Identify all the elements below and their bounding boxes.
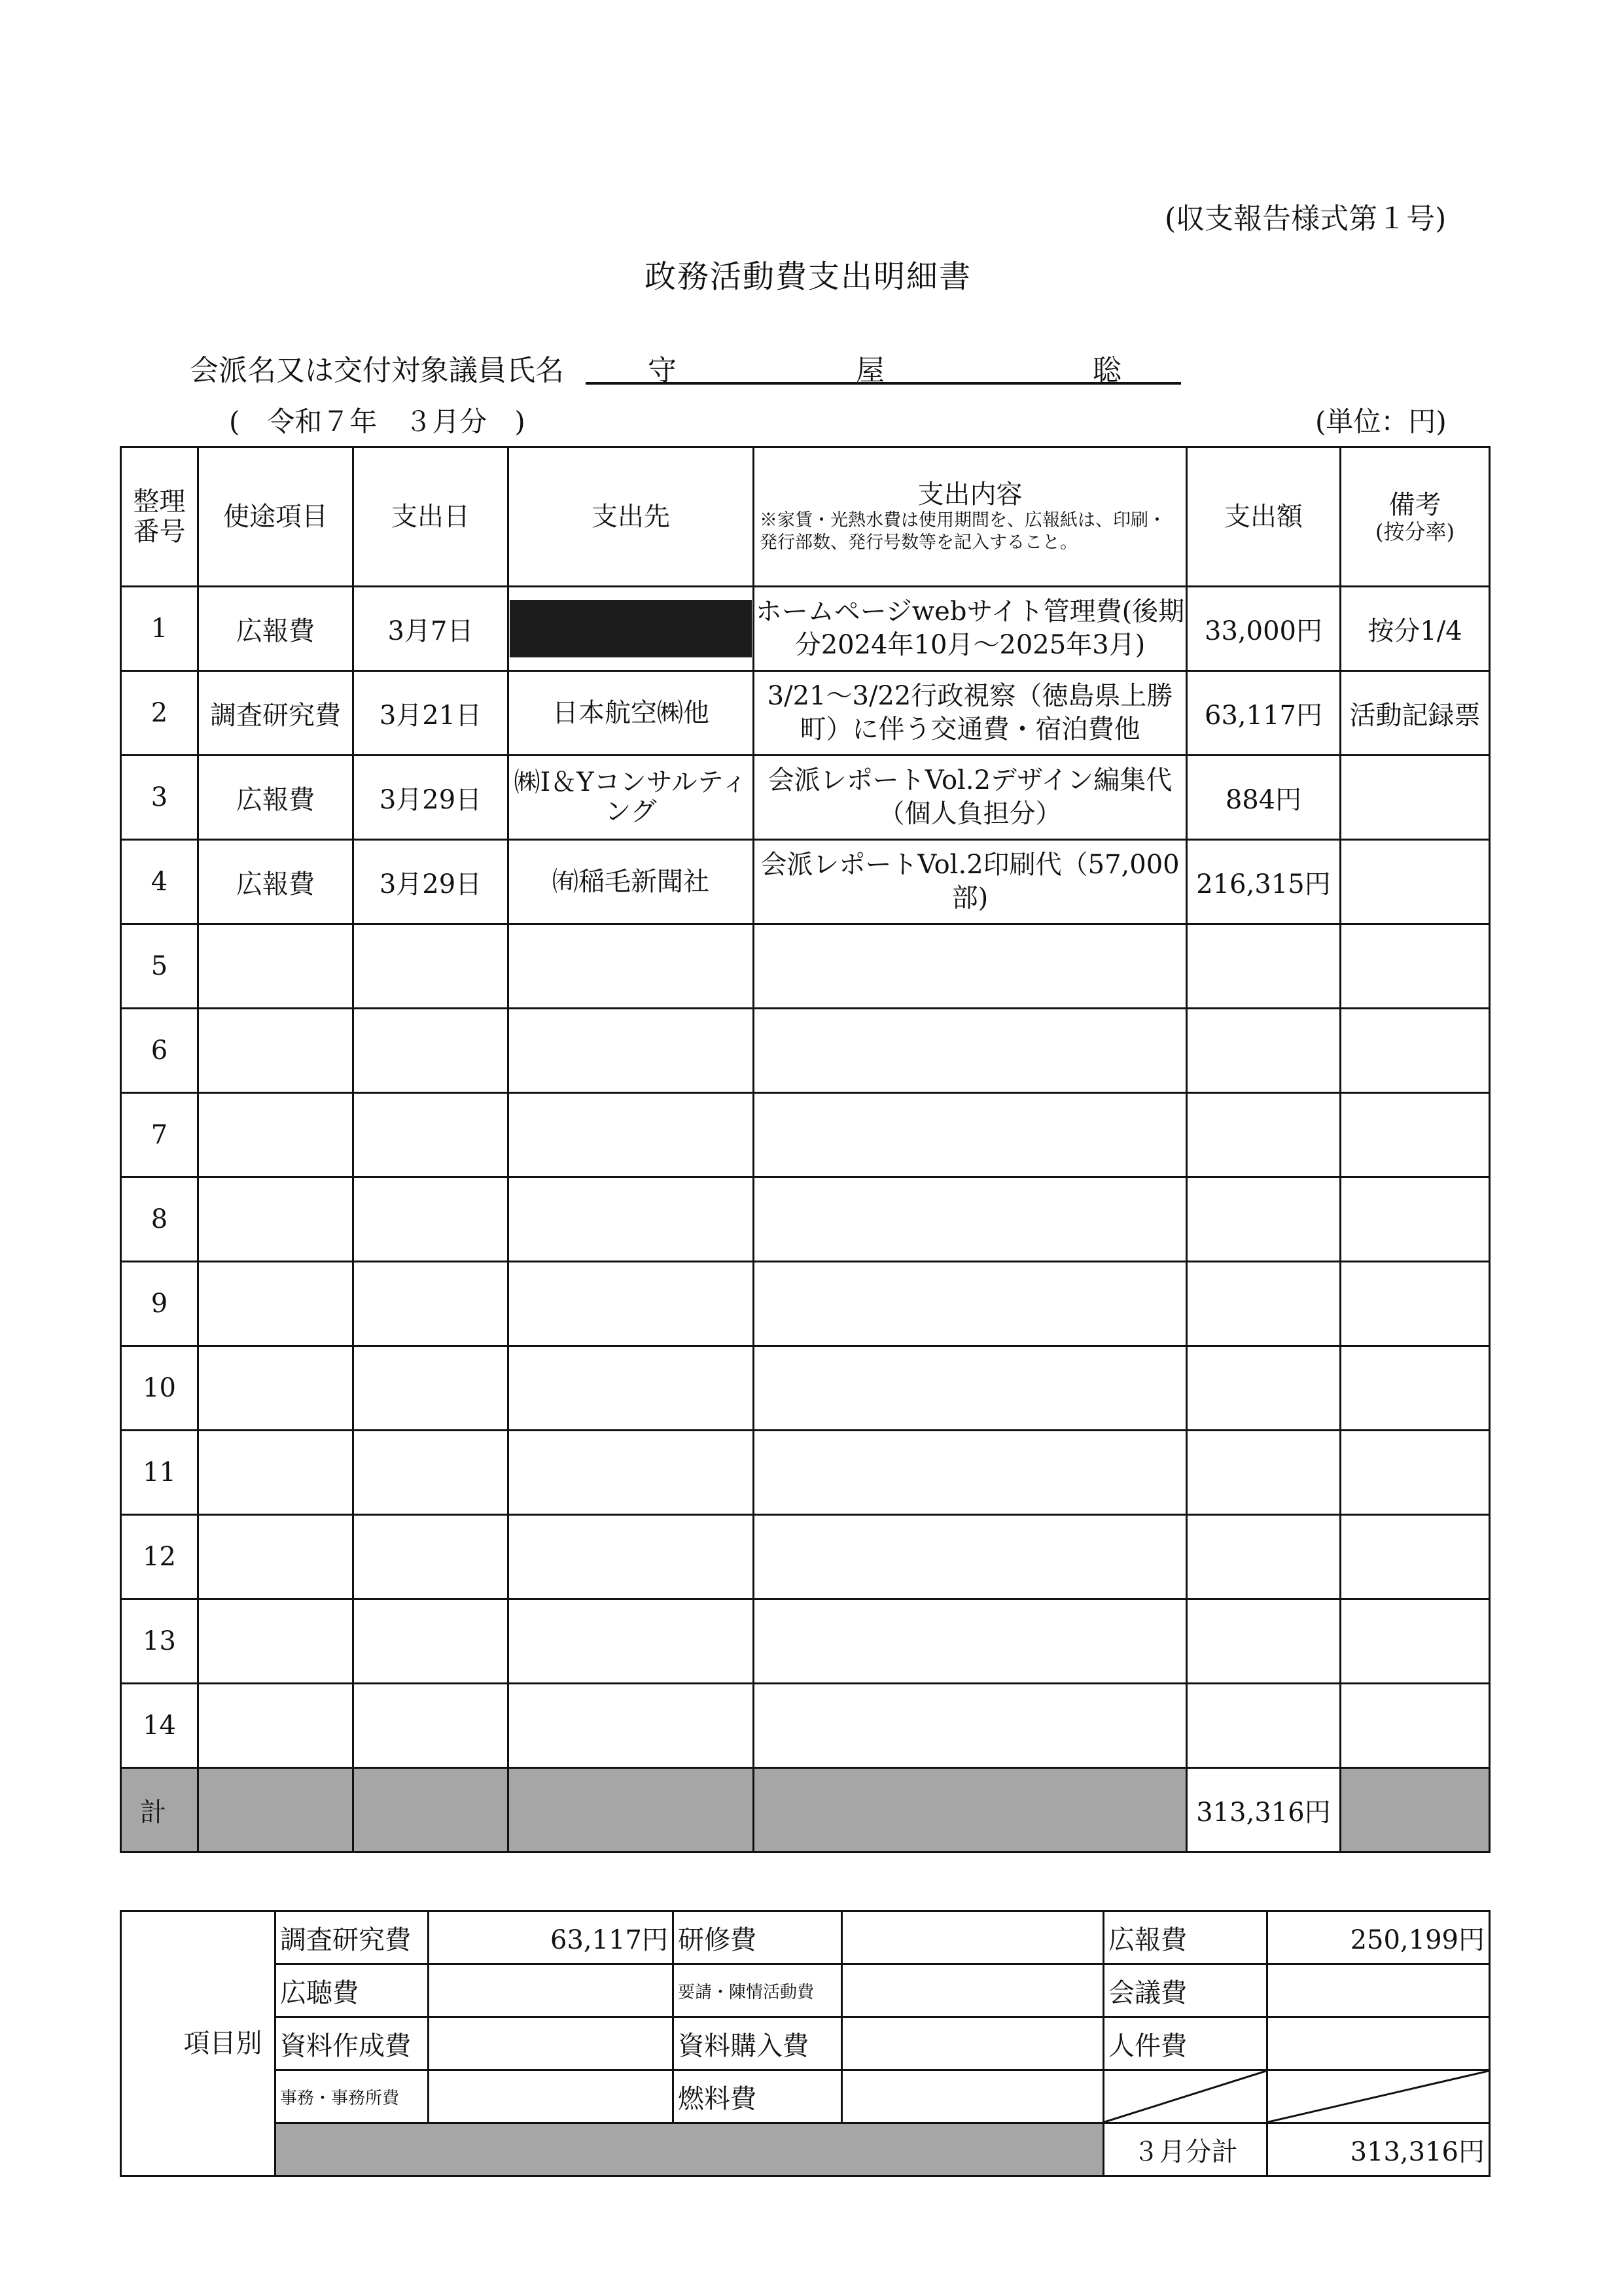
empty-cell: [198, 924, 353, 1009]
materials-making-label: 資料作成費: [275, 2017, 429, 2070]
row-content: 会派レポートVol.2デザイン編集代（個人負担分）: [754, 756, 1187, 840]
row-no: 7: [121, 1093, 198, 1177]
empty-cell: [754, 1431, 1187, 1515]
pr-value: 250,199円: [1267, 1911, 1490, 1964]
empty-cell: [198, 1515, 353, 1599]
row-category: 広報費: [198, 587, 353, 671]
empty-cell: [198, 1177, 353, 1262]
empty-cell: [1187, 924, 1341, 1009]
row-no: 6: [121, 1009, 198, 1093]
row-no: 2: [121, 671, 198, 756]
row-category: 広報費: [198, 756, 353, 840]
empty-cell: [198, 1093, 353, 1177]
row-no: 1: [121, 587, 198, 671]
table-row: [121, 840, 1490, 924]
empty-cell: [1341, 1515, 1490, 1599]
row-date: 3月29日: [353, 756, 508, 840]
empty-cell: [1341, 1177, 1490, 1262]
diagonal-line: [1104, 2071, 1266, 2122]
header-amount: 支出額: [1187, 447, 1341, 587]
empty-cell: [198, 1346, 353, 1431]
empty-cell: [508, 924, 754, 1009]
row-category: 広報費: [198, 840, 353, 924]
name-char-1: 守: [648, 354, 677, 387]
empty-cell: [198, 1599, 353, 1684]
total-gray-cell: [508, 1768, 754, 1852]
diagonal-empty-cell: [1104, 2070, 1267, 2123]
empty-cell: [1187, 1599, 1341, 1684]
header-note-sub: (按分率): [1375, 519, 1455, 544]
header-content-note: ※家賃・光熱水費は使用期間を、広報紙は、印刷・発行部数、発行号数等を記入すること。: [760, 510, 1166, 553]
empty-cell: [198, 1431, 353, 1515]
empty-cell: [353, 1177, 508, 1262]
empty-cell: [1187, 1177, 1341, 1262]
empty-cell: [353, 1346, 508, 1431]
name-label: 会派名又は交付対象議員氏名: [190, 354, 564, 387]
row-no: 5: [121, 924, 198, 1009]
empty-cell: [754, 1515, 1187, 1599]
empty-cell: [353, 1684, 508, 1768]
empty-cell: [508, 1346, 754, 1431]
empty-cell: [1341, 924, 1490, 1009]
total-gray-cell: [754, 1768, 1187, 1852]
personnel-value: [1267, 2017, 1490, 2070]
currency-unit: (単位：円): [1315, 406, 1447, 438]
materials-making-value: [429, 2017, 673, 2070]
empty-cell: [1187, 1684, 1341, 1768]
redaction-block: [510, 600, 752, 657]
meeting-value: [1267, 1964, 1490, 2017]
row-content: 会派レポートVol.2印刷代（57,000部): [754, 840, 1187, 924]
row-no: 12: [121, 1515, 198, 1599]
name-char-2: 屋: [856, 354, 885, 387]
row-amount: 216,315円: [1187, 840, 1341, 924]
meeting-label: 会議費: [1104, 1964, 1267, 2017]
research-label: 調査研究費: [275, 1911, 429, 1964]
empty-cell: [353, 1431, 508, 1515]
row-date: 3月7日: [353, 587, 508, 671]
diagonal-line: [1268, 2071, 1489, 2122]
header-date: 支出日: [353, 447, 508, 587]
row-no: 3: [121, 756, 198, 840]
row-amount: 33,000円: [1187, 587, 1341, 671]
category-summary-table: [120, 1910, 1491, 2177]
row-note: 按分1/4: [1341, 587, 1490, 671]
empty-cell: [1341, 1093, 1490, 1177]
name-underline: [586, 382, 1181, 385]
row-note: 活動記録票: [1341, 671, 1490, 756]
empty-cell: [1187, 1009, 1341, 1093]
empty-cell: [198, 1262, 353, 1346]
training-label: 研修費: [673, 1911, 842, 1964]
total-gray-cell: [353, 1768, 508, 1852]
row-content: 3/21～3/22行政視察（徳島県上勝町）に伴う交通費・宿泊費他: [754, 671, 1187, 756]
empty-cell: [1341, 1599, 1490, 1684]
total-amount: 313,316円: [1187, 1768, 1341, 1852]
empty-cell: [353, 924, 508, 1009]
empty-cell: [508, 1599, 754, 1684]
form-number: (収支報告様式第１号): [1165, 202, 1447, 235]
header-payee: 支出先: [508, 447, 754, 587]
header-note: [1341, 447, 1490, 587]
empty-cell: [353, 1009, 508, 1093]
row-payee: [508, 587, 754, 671]
empty-cell: [1187, 1093, 1341, 1177]
row-amount: 63,117円: [1187, 671, 1341, 756]
month-total-value: 313,316円: [1267, 2123, 1490, 2176]
empty-cell: [754, 1599, 1187, 1684]
empty-cell: [1341, 1009, 1490, 1093]
row-payee: 日本航空㈱他: [508, 671, 754, 756]
row-no: 13: [121, 1599, 198, 1684]
empty-cell: [353, 1262, 508, 1346]
gray-filler: [275, 2123, 1104, 2176]
header-note-title: 備考: [1388, 489, 1441, 520]
fuel-value: [842, 2070, 1104, 2123]
table-row: [121, 1684, 1490, 1768]
empty-cell: [1341, 1346, 1490, 1431]
empty-cell: [508, 1515, 754, 1599]
table-row: [121, 1093, 1490, 1177]
category-side-label: 項目別: [121, 1911, 275, 2176]
row-no: 9: [121, 1262, 198, 1346]
empty-cell: [754, 1262, 1187, 1346]
empty-cell: [1341, 1262, 1490, 1346]
total-gray-cell: [1341, 1768, 1490, 1852]
row-no: 8: [121, 1177, 198, 1262]
empty-cell: [1187, 1262, 1341, 1346]
row-date: 3月29日: [353, 840, 508, 924]
petition-value: [842, 1964, 1104, 2017]
row-payee: ㈲稲毛新聞社: [508, 840, 754, 924]
table-row: [121, 1599, 1490, 1684]
header-no: 整理番号: [121, 447, 198, 587]
empty-cell: [754, 924, 1187, 1009]
empty-cell: [508, 1093, 754, 1177]
name-char-3: 聡: [1093, 354, 1121, 387]
table-row: [121, 1515, 1490, 1599]
row-note: [1341, 756, 1490, 840]
empty-cell: [1187, 1431, 1341, 1515]
personnel-label: 人件費: [1104, 2017, 1267, 2070]
empty-cell: [1187, 1515, 1341, 1599]
office-value: [429, 2070, 673, 2123]
table-row: [121, 671, 1490, 756]
empty-cell: [754, 1346, 1187, 1431]
row-payee: ㈱I＆Yコンサルティング: [508, 756, 754, 840]
expense-table: [120, 446, 1491, 1853]
empty-cell: [198, 1009, 353, 1093]
materials-purchase-label: 資料購入費: [673, 2017, 842, 2070]
diagonal-empty-cell: [1267, 2070, 1490, 2123]
table-row: [121, 1177, 1490, 1262]
table-row: [121, 587, 1490, 671]
document-title: 政務活動費支出明細書: [644, 258, 972, 295]
table-header-row: [121, 447, 1490, 587]
empty-cell: [508, 1684, 754, 1768]
training-value: [842, 1911, 1104, 1964]
empty-cell: [353, 1599, 508, 1684]
empty-cell: [508, 1177, 754, 1262]
header-category: 使途項目: [198, 447, 353, 587]
table-row: [121, 1009, 1490, 1093]
empty-cell: [754, 1093, 1187, 1177]
empty-cell: [754, 1177, 1187, 1262]
header-content: [754, 447, 1187, 587]
hearing-value: [429, 1964, 673, 2017]
empty-cell: [353, 1093, 508, 1177]
row-content: ホームページwebサイト管理費(後期分2024年10月～2025年3月): [754, 587, 1187, 671]
row-no: 14: [121, 1684, 198, 1768]
empty-cell: [1341, 1431, 1490, 1515]
fuel-label: 燃料費: [673, 2070, 842, 2123]
table-row: [121, 1346, 1490, 1431]
row-note: [1341, 840, 1490, 924]
empty-cell: [1187, 1346, 1341, 1431]
table-row: [121, 756, 1490, 840]
row-date: 3月21日: [353, 671, 508, 756]
empty-cell: [508, 1262, 754, 1346]
empty-cell: [754, 1684, 1187, 1768]
row-no: 10: [121, 1346, 198, 1431]
row-amount: 884円: [1187, 756, 1341, 840]
pr-label: 広報費: [1104, 1911, 1267, 1964]
table-row: [121, 1262, 1490, 1346]
empty-cell: [508, 1009, 754, 1093]
research-value: 63,117円: [429, 1911, 673, 1964]
total-label: 計: [121, 1768, 198, 1852]
row-no: 11: [121, 1431, 198, 1515]
row-category: 調査研究費: [198, 671, 353, 756]
office-label: 事務・事務所費: [275, 2070, 429, 2123]
empty-cell: [754, 1009, 1187, 1093]
materials-purchase-value: [842, 2017, 1104, 2070]
hearing-label: 広聴費: [275, 1964, 429, 2017]
empty-cell: [353, 1515, 508, 1599]
empty-cell: [508, 1431, 754, 1515]
total-row: [121, 1768, 1490, 1852]
report-period: ( 令和７年 ３月分 ): [229, 406, 525, 438]
total-gray-cell: [198, 1768, 353, 1852]
petition-label: 要請・陳情活動費: [673, 1964, 842, 2017]
month-total-label: ３月分計: [1104, 2123, 1267, 2176]
table-row: [121, 1431, 1490, 1515]
empty-cell: [198, 1684, 353, 1768]
row-no: 4: [121, 840, 198, 924]
table-row: [121, 924, 1490, 1009]
header-content-title: 支出内容: [917, 479, 1023, 510]
empty-cell: [1341, 1684, 1490, 1768]
